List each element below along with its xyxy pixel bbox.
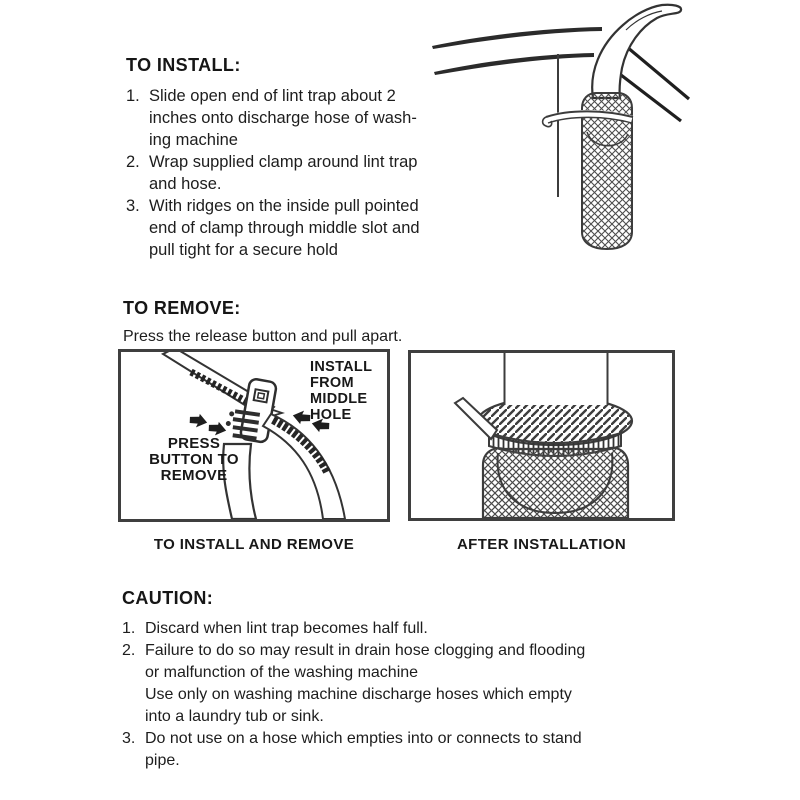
install-section	[126, 55, 420, 261]
label-install-from-middle-hole: INSTALL FROM MIDDLE HOLE	[310, 359, 373, 423]
discharge-hose	[592, 5, 681, 98]
instruction-line: Wrap supplied clamp around lint trap	[149, 153, 418, 171]
installed-clamp-illustration	[411, 353, 672, 518]
caution-list	[122, 618, 585, 772]
remove-instruction: Press the release button and pull apart.	[123, 328, 403, 345]
list-item	[122, 618, 585, 640]
remove-heading: TO REMOVE:	[123, 298, 241, 318]
arrow-right-icon	[188, 412, 209, 429]
caution-heading: CAUTION:	[122, 588, 214, 608]
item-number: 2.	[122, 642, 136, 659]
instruction-line: inches onto discharge hose of wash-	[149, 109, 417, 127]
lint-trap-mesh	[483, 448, 628, 518]
caution-line: Failure to do so may result in drain hose clogging and flooding	[145, 642, 586, 659]
clamp-strap	[263, 414, 345, 519]
install-list	[126, 85, 420, 261]
install-heading: TO INSTALL:	[126, 55, 241, 75]
caption-install-remove: TO INSTALL AND REMOVE	[153, 536, 355, 553]
item-number: 3.	[126, 197, 140, 215]
list-item	[122, 728, 585, 772]
list-item	[126, 195, 420, 261]
list-item	[126, 85, 420, 151]
instruction-line: Slide open end of lint trap about 2	[149, 87, 396, 105]
clamp-head	[240, 378, 277, 443]
item-number: 1.	[126, 87, 140, 105]
caution-line: or malfunction of the washing machine	[145, 664, 419, 681]
caution-line: pipe.	[145, 752, 180, 769]
instruction-line: With ridges on the inside pull pointed	[149, 197, 419, 215]
item-number: 2.	[126, 153, 140, 171]
item-number: 1.	[122, 620, 136, 637]
tub-rim-line	[627, 47, 689, 99]
figure-install-remove	[118, 349, 390, 522]
label-press-button-to-remove: PRESS BUTTON TO REMOVE	[149, 435, 239, 484]
caution-line: into a laundry tub or sink.	[145, 708, 324, 725]
remove-section	[123, 298, 402, 347]
tub-rim-line	[434, 53, 594, 75]
instruction-line: and hose.	[149, 175, 222, 193]
item-number: 3.	[122, 730, 136, 747]
instruction-line: end of clamp through middle slot and	[149, 219, 420, 237]
list-item	[126, 151, 420, 195]
lint-trap-on-hose-illustration	[430, 0, 800, 280]
arrow-left-icon	[291, 409, 312, 426]
caution-line: Discard when lint trap becomes half full.	[145, 620, 428, 637]
list-item	[122, 640, 585, 728]
instruction-line: ing machine	[149, 131, 238, 149]
tub-rim-line	[432, 27, 602, 49]
instruction-line: pull tight for a secure hold	[149, 241, 338, 259]
caution-line: Do not use on a hose which empties into or connects to stand	[145, 730, 582, 747]
caption-after-installation: AFTER INSTALLATION	[456, 536, 627, 553]
caution-line: Use only on washing machine discharge hoses which empty	[145, 686, 572, 703]
figure-after-installation	[408, 350, 675, 521]
caution-section	[122, 588, 585, 772]
hose-pipe	[505, 353, 608, 405]
